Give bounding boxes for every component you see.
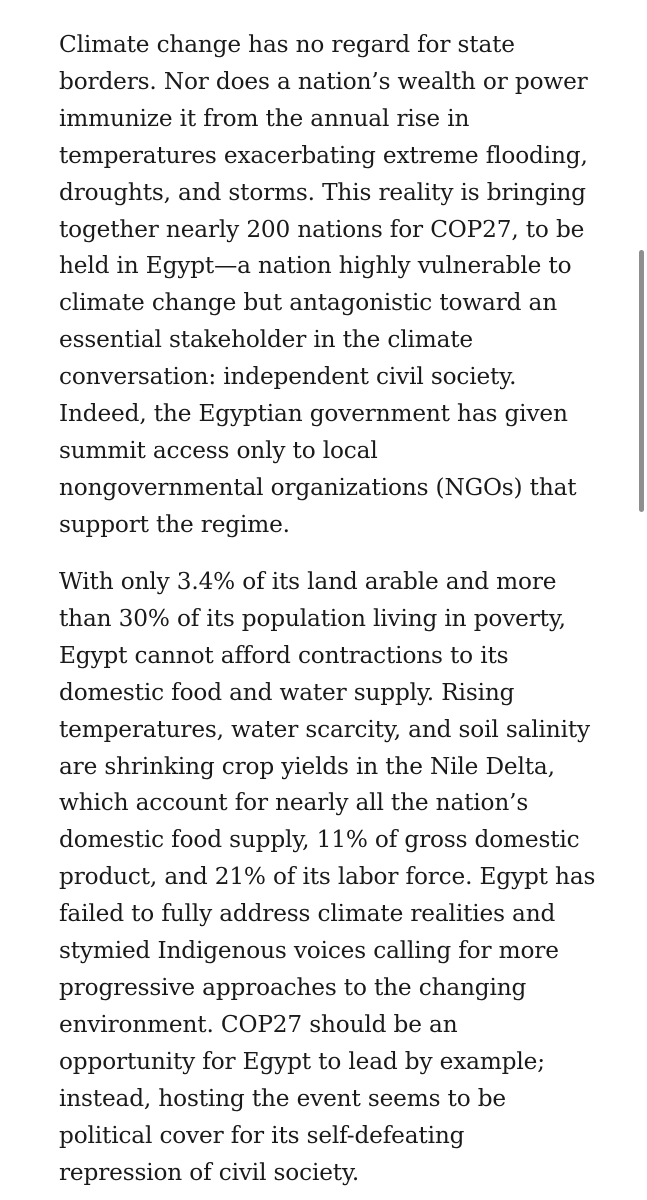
paragraph-line: climate change but antagonistic toward an xyxy=(59,289,558,317)
paragraph-line: Egypt cannot afford contractions to its xyxy=(59,641,509,669)
paragraph-line: Indeed, the Egyptian government has given xyxy=(59,400,568,428)
paragraph-line: domestic food supply, 11% of gross domestic xyxy=(59,826,580,854)
paragraph-line: environment. COP27 should be an xyxy=(59,1010,458,1038)
paragraph-line: essential stakeholder in the climate xyxy=(59,326,474,354)
paragraph-line: repression of civil society. xyxy=(59,1158,360,1186)
paragraph-line: political cover for its self-defeating xyxy=(59,1121,465,1149)
paragraph-line: progressive approaches to the changing xyxy=(59,973,527,1001)
paragraph-2 xyxy=(59,564,619,1191)
paragraph-line: conversation: independent civil society. xyxy=(59,363,517,391)
paragraph-line: Climate change has no regard for state xyxy=(59,31,515,58)
scrollbar[interactable] xyxy=(635,0,647,1200)
paragraph-line: nongovernmental organizations (NGOs) that xyxy=(59,473,577,501)
paragraph-line: stymied Indigenous voices calling for more xyxy=(59,937,559,965)
paragraph-line: summit access only to local xyxy=(59,436,378,464)
paragraph-line: With only 3.4% of its land arable and more xyxy=(59,568,557,595)
paragraph-line: are shrinking crop yields in the Nile Delta, xyxy=(59,752,555,780)
paragraph-line: than 30% of its population living in poverty, xyxy=(59,604,566,632)
paragraph-line: immunize it from the annual rise in xyxy=(59,104,470,132)
paragraph-line: instead, hosting the event seems to be xyxy=(59,1084,506,1112)
paragraph-line: failed to fully address climate realities and xyxy=(59,900,556,928)
paragraph-line: support the regime. xyxy=(59,510,290,538)
paragraph-line: product, and 21% of its labor force. Egypt has xyxy=(59,863,596,891)
paragraph-line: domestic food and water supply. Rising xyxy=(59,678,515,706)
paragraph-line: together nearly 200 nations for COP27, to be xyxy=(59,215,585,243)
paragraph-line: temperatures exacerbating extreme flooding, xyxy=(59,141,588,169)
scrollbar-thumb[interactable] xyxy=(639,250,644,512)
paragraph-line: borders. Nor does a nation’s wealth or power xyxy=(59,67,588,95)
paragraph-line: opportunity for Egypt to lead by example; xyxy=(59,1047,545,1075)
paragraph-line: droughts, and storms. This reality is bringing xyxy=(59,178,586,206)
paragraph-line: temperatures, water scarcity, and soil salinity xyxy=(59,715,590,743)
paragraph-line: held in Egypt—a nation highly vulnerable to xyxy=(59,252,572,280)
paragraph-line: which account for nearly all the nation’s xyxy=(59,789,529,817)
paragraph-1 xyxy=(59,27,619,544)
